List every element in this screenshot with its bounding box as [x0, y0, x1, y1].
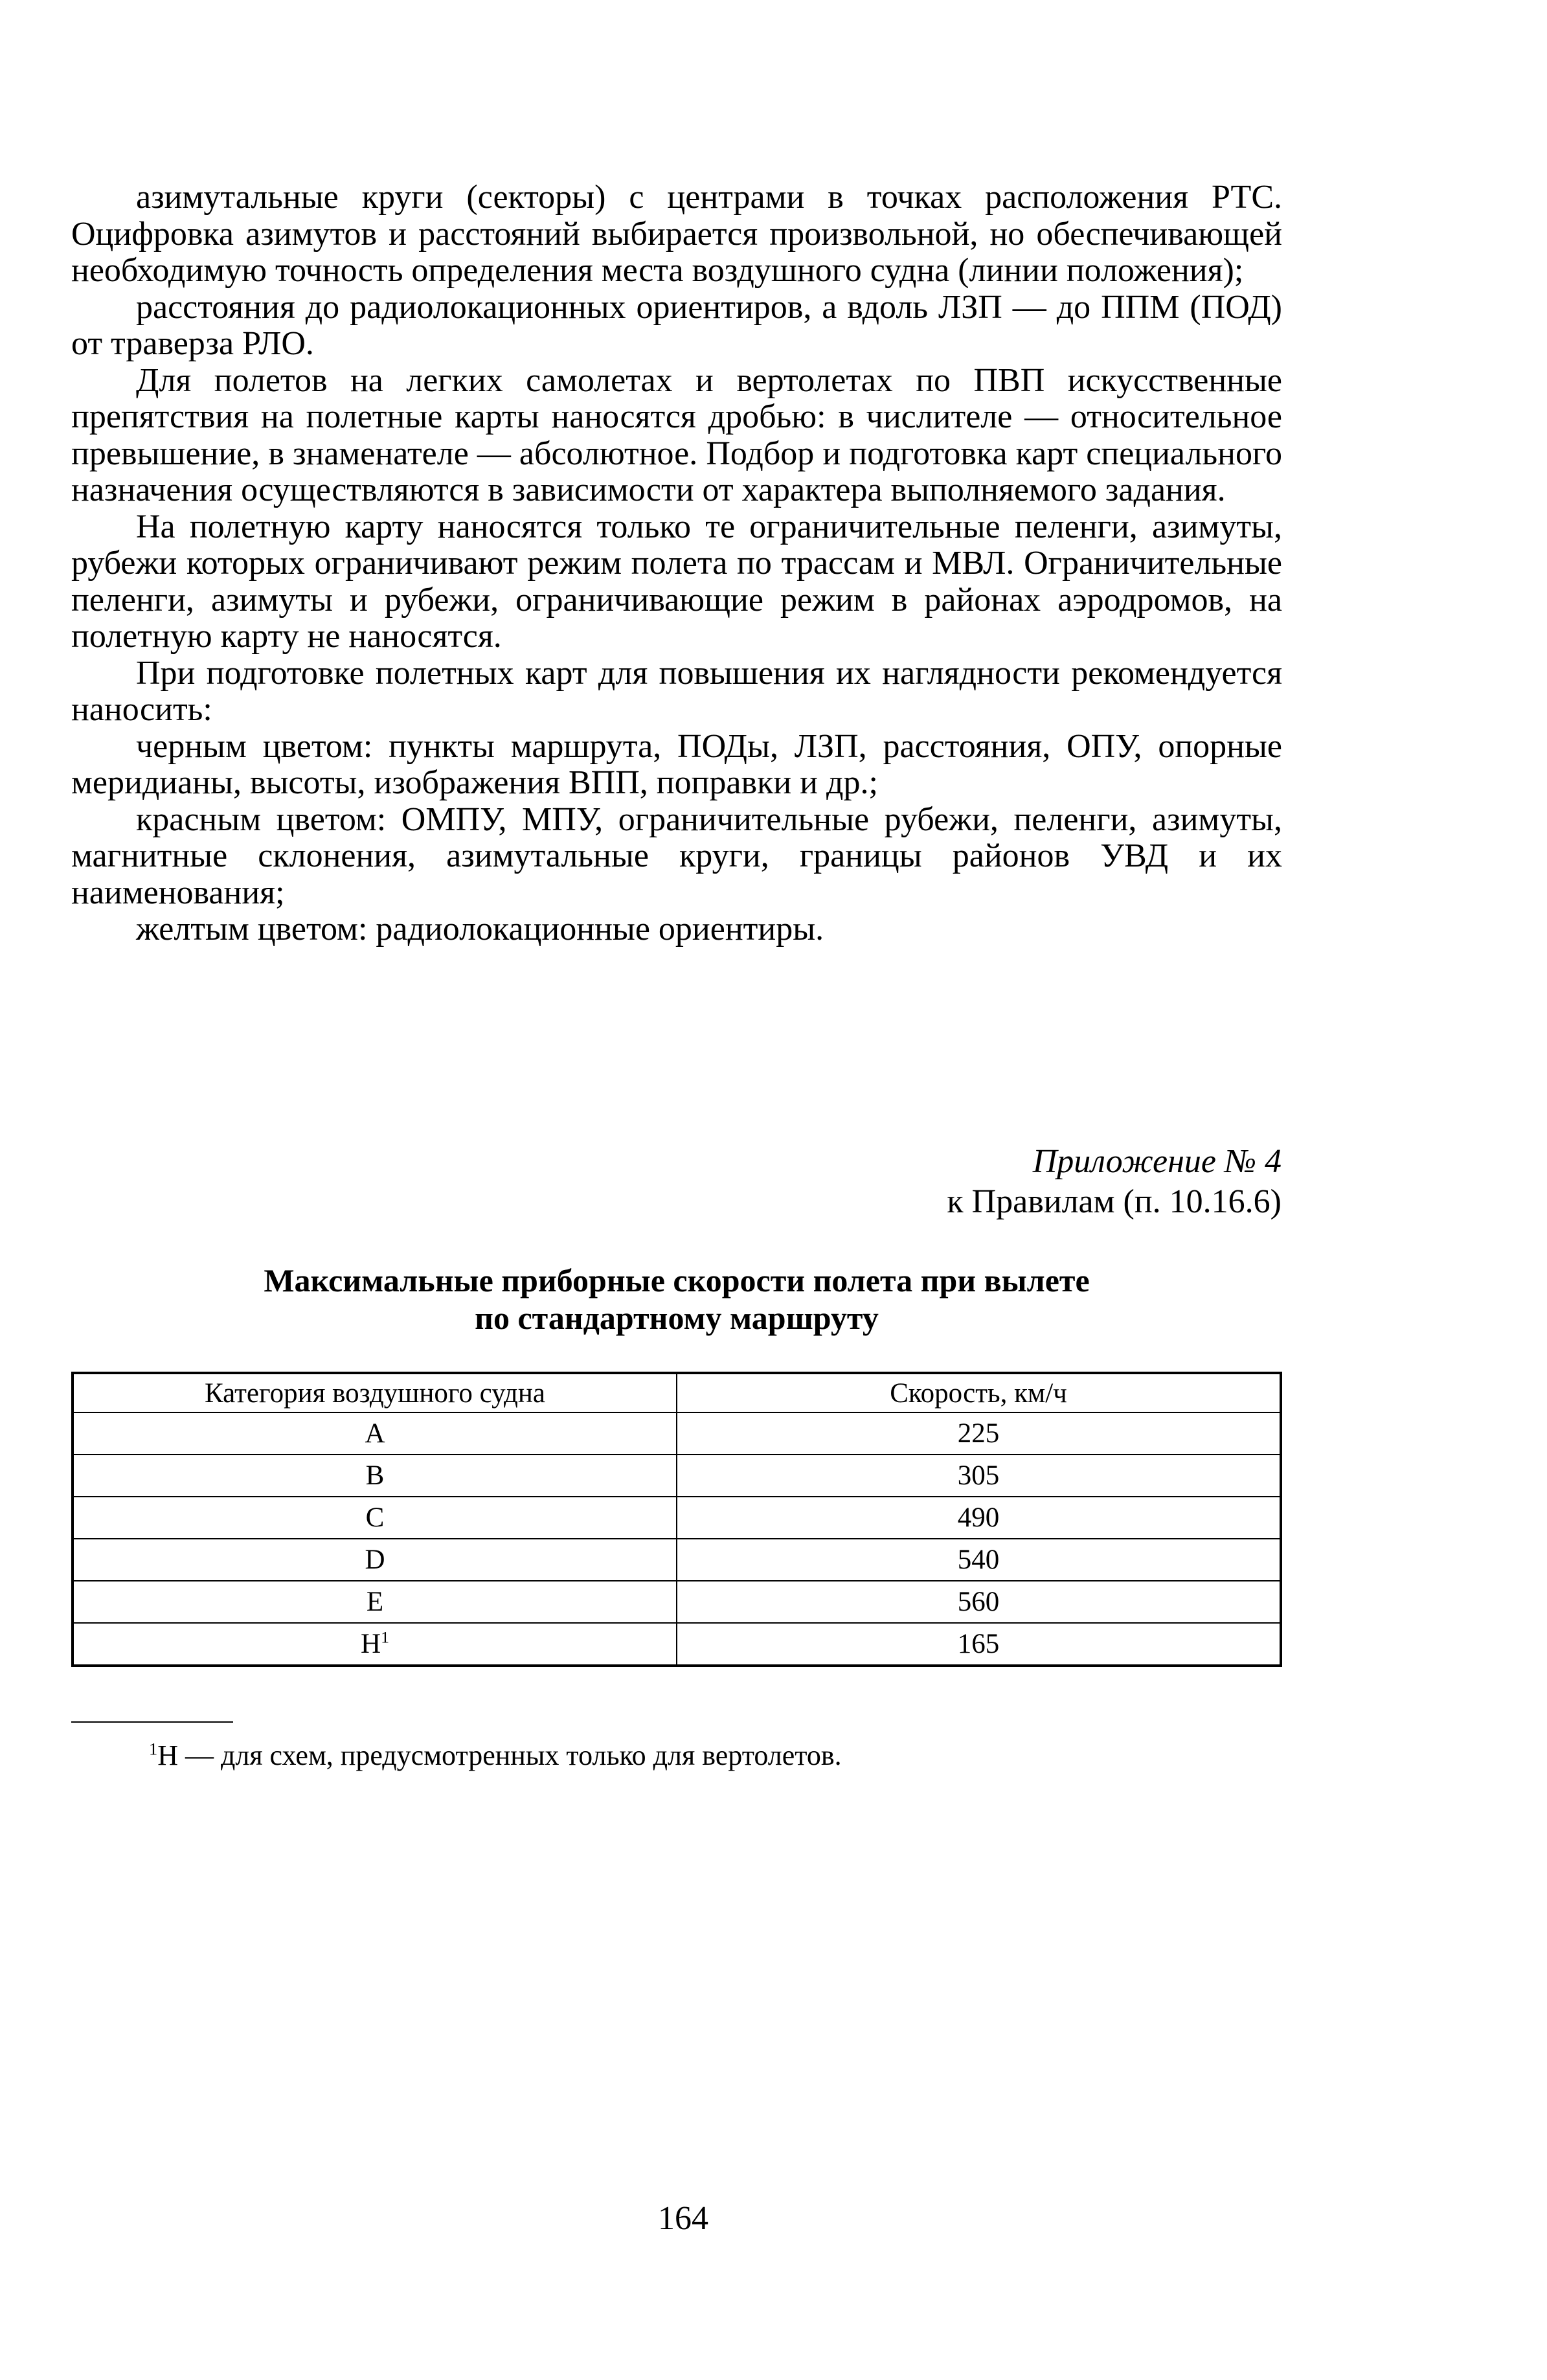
category-value: B — [365, 1460, 385, 1491]
cell-category — [73, 1455, 677, 1497]
table-title-line2: по стандартному маршруту — [475, 1300, 879, 1336]
paragraph-bearings: На полетную карту наносятся только те ограничительные пеленги, азимуты, рубежи которых ограничивают режим полета по трассам и МВЛ. Ограничительные пеленги, азимуты и рубежи, ограничивающие режим в районах аэродромов, на полетную карту не наносятся. — [71, 508, 1282, 655]
cell-category — [73, 1581, 677, 1623]
table-row — [73, 1455, 1281, 1497]
cell-category — [73, 1497, 677, 1539]
footnote-mark: 1 — [149, 1739, 158, 1759]
category-value: E — [366, 1587, 384, 1617]
footnote-divider — [71, 1721, 233, 1723]
table-row — [73, 1539, 1281, 1581]
paragraph-azimuth-circles: азимутальные круги (секторы) с центрами в точках расположения РТС. Оцифровка азимутов и расстояний выбирается произвольной, но обеспечивающей необходимую точность определения места воздушного судна (линии положения); — [71, 179, 1282, 289]
paragraph-yellow-color: желтым цветом: радиолокационные ориентиры. — [136, 911, 824, 947]
cell-speed: 305 — [677, 1455, 1281, 1497]
cell-speed: 490 — [677, 1497, 1281, 1539]
cell-speed: 540 — [677, 1539, 1281, 1581]
appendix-note — [947, 1142, 1282, 1222]
cell-speed: 225 — [677, 1412, 1281, 1455]
cell-category — [73, 1539, 677, 1581]
cell-category — [73, 1623, 677, 1666]
category-value: H — [361, 1629, 381, 1659]
header-speed: Скорость, км/ч — [677, 1373, 1281, 1412]
speed-table — [71, 1372, 1282, 1667]
table-row — [73, 1497, 1281, 1539]
table-title — [71, 1262, 1282, 1337]
paragraph-red-color: красным цветом: ОМПУ, МПУ, ограничительные рубежи, пеленги, азимуты, магнитные склонения, азимутальные круги, границы районов УВД и их наименования; — [71, 800, 1282, 911]
footnote-marker: 1 — [381, 1627, 389, 1647]
cell-speed: 560 — [677, 1581, 1281, 1623]
table-title-line1: Максимальные приборные скорости полета при вылете — [264, 1262, 1090, 1298]
header-category: Категория воздушного судна — [73, 1373, 677, 1412]
cell-category — [73, 1412, 677, 1455]
table-header-row — [73, 1373, 1281, 1412]
cell-speed: 165 — [677, 1623, 1281, 1666]
category-value: A — [365, 1418, 385, 1449]
table-row — [73, 1412, 1281, 1455]
appendix-reference: к Правилам (п. 10.16.6) — [947, 1183, 1282, 1220]
category-value: C — [365, 1502, 385, 1533]
paragraph-black-color: черным цветом: пункты маршрута, ПОДы, ЛЗП, расстояния, ОПУ, опорные меридианы, высоты, изображения ВПП, поправки и др.; — [71, 727, 1282, 801]
page-number: 164 — [658, 2200, 708, 2237]
paragraph-light-aircraft: Для полетов на легких самолетах и вертолетах по ПВП искусственные препятствия на полетные карты наносятся дробью: в числителе — относительное превышение, в знаменателе — абсолютное. Подбор и подготовка карт специального назначения осуществляются в зависимости от характера выполняемого задания. — [71, 361, 1282, 508]
table-row — [73, 1581, 1281, 1623]
table-row — [73, 1623, 1281, 1666]
body-text — [71, 179, 1282, 948]
appendix-label: Приложение № 4 — [1032, 1143, 1282, 1180]
paragraph-distances: расстояния до радиолокационных ориентиров, а вдоль ЛЗП — до ППМ (ПОД) от траверза РЛО. — [71, 288, 1282, 362]
footnote — [149, 1738, 842, 1774]
paragraph-recommendation: При подготовке полетных карт для повышения их наглядности рекомендуется наносить: — [71, 654, 1282, 728]
footnote-text: Н — для схем, предусмотренных только для вертолетов. — [157, 1740, 842, 1771]
category-value: D — [365, 1545, 385, 1575]
